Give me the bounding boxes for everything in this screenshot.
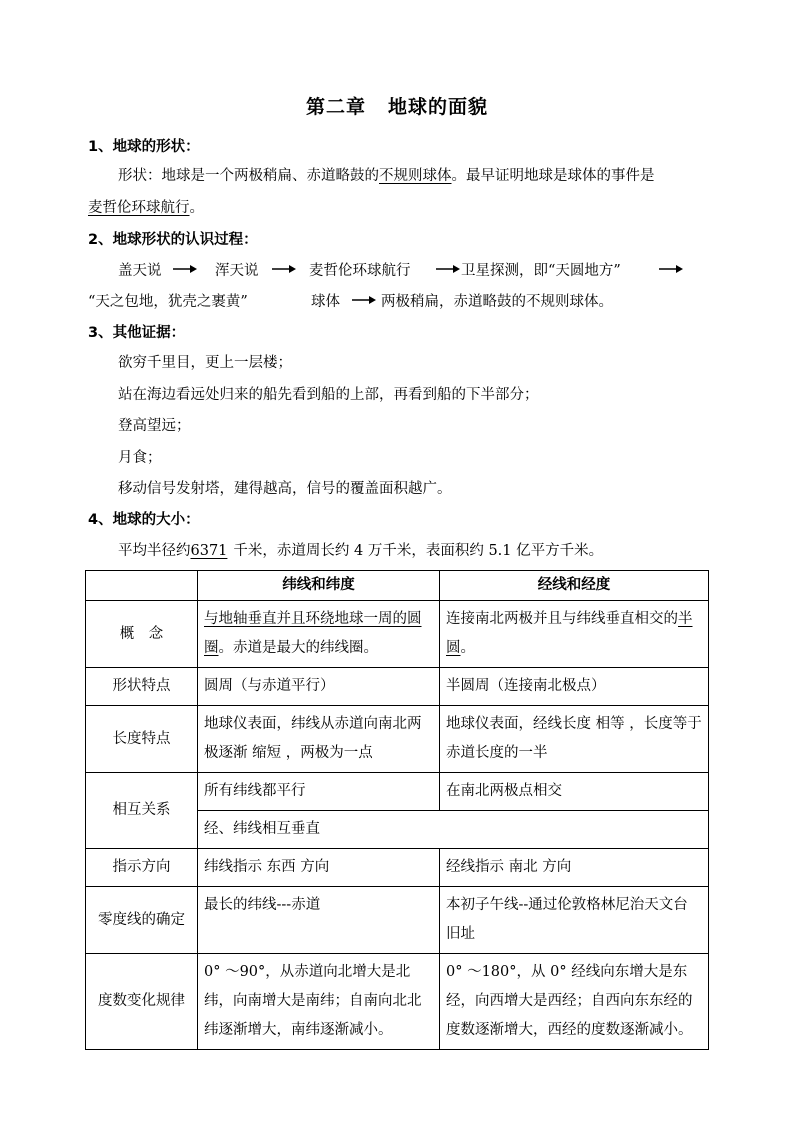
table-cell: 经线指示 南北 方向 [440,849,709,887]
row-label: 度数变化规律 [86,954,198,1050]
table-header-longitude: 经线和经度 [440,571,709,601]
table-cell: 经、纬线相互垂直 [198,811,709,849]
section-2-heading: 2、地球形状的认识过程： [88,232,258,248]
row-label: 指示方向 [86,849,198,887]
table-row [86,954,709,1050]
section-4-heading: 4、地球的大小： [88,512,200,528]
row-label: 零度线的确定 [86,887,198,954]
row-label: 形状特点 [86,668,198,706]
evidence-item: 月食； [118,450,162,466]
arrow-right-icon [659,264,683,274]
page-title [0,92,794,119]
earth-size-text: 平均半径约6371 千米，赤道周长约 4 万千米，表面积约 5.1 亿平方千米。 [118,543,604,559]
flow-step-3: 麦哲伦环球航行 [309,263,411,279]
flow-step-1: 盖天说 [118,263,162,279]
table-header-empty [86,571,198,601]
flow-step-7: 两极稍扁，赤道略鼓的不规则球体。 [381,294,613,310]
arrow-right-icon [352,295,376,305]
evidence-item: 站在海边看远处归来的船先看到船的上部，再看到船的下半部分； [118,387,539,403]
table-cell: 本初子午线--通过伦敦格林尼治天文台旧址 [440,887,709,954]
section-3-heading: 3、其他证据： [88,325,186,341]
chapter-topic: 地球的面貌 [388,96,489,118]
arrow-right-icon [272,264,296,274]
table-header-latitude: 纬线和纬度 [198,571,440,601]
row-label: 相互关系 [86,773,198,849]
table-cell: 圆周（与赤道平行） [198,668,440,706]
table-cell: 与地轴垂直并且环绕地球一周的圆圈。赤道是最大的纬线圈。 [198,601,440,668]
table-row [86,849,709,887]
underlined-term: 不规则球体 [379,168,452,184]
table-cell: 地球仪表面，经线长度 相等 ，长度等于赤道长度的一半 [440,706,709,773]
table-cell: 纬线指示 东西 方向 [198,849,440,887]
evidence-item: 移动信号发射塔，建得越高，信号的覆盖面积越广。 [118,481,452,497]
table-cell: 半圆周（连接南北极点） [440,668,709,706]
table-cell: 在南北两极点相交 [440,773,709,811]
latitude-longitude-table [85,570,709,1050]
table-row [86,887,709,954]
evidence-item: 欲穷千里目，更上一层楼； [118,355,292,371]
table-cell: 0° ～90°，从赤道向北增大是北纬，向南增大是南纬；自南向北北纬逐渐增大，南纬逐渐减小。 [198,954,440,1050]
table-cell: 所有纬线都平行 [198,773,440,811]
section-1-heading: 1、地球的形状： [88,139,200,155]
arrow-right-icon [173,264,197,274]
table-cell: 0° ～180°，从 0° 经线向东增大是东经，向西增大是西经；自西向东东经的度数逐渐增大，西经的度数逐渐减小。 [440,954,709,1050]
table-row [86,668,709,706]
flow-step-6: 球体 [311,294,340,310]
chapter-number: 第二章 [305,96,366,118]
evidence-item: 登高望远； [118,418,191,434]
table-cell: 地球仪表面，纬线从赤道向南北两极逐渐 缩短 ，两极为一点 [198,706,440,773]
flow-step-2: 浑天说 [215,263,259,279]
radius-value: 6371 [190,543,228,559]
table-cell: 最长的纬线---赤道 [198,887,440,954]
table-row [86,601,709,668]
table-row [86,706,709,773]
flow-step-5: “天之包地，犹壳之裹黄” [88,294,248,310]
row-label: 长度特点 [86,706,198,773]
section-1-line-1: 形状：地球是一个两极稍扁、赤道略鼓的不规则球体。最早证明地球是球体的事件是 [118,168,655,184]
table-cell: 连接南北两极并且与纬线垂直相交的半圆。 [440,601,709,668]
section-1-line-2: 麦哲伦环球航行。 [88,200,204,216]
table-row [86,773,709,811]
underlined-term: 麦哲伦环球航行 [88,200,190,216]
table-header-row [86,571,709,601]
arrow-right-icon [436,264,460,274]
flow-step-4: 卫星探测，即“天圆地方” [461,263,621,279]
row-label: 概 念 [86,601,198,668]
